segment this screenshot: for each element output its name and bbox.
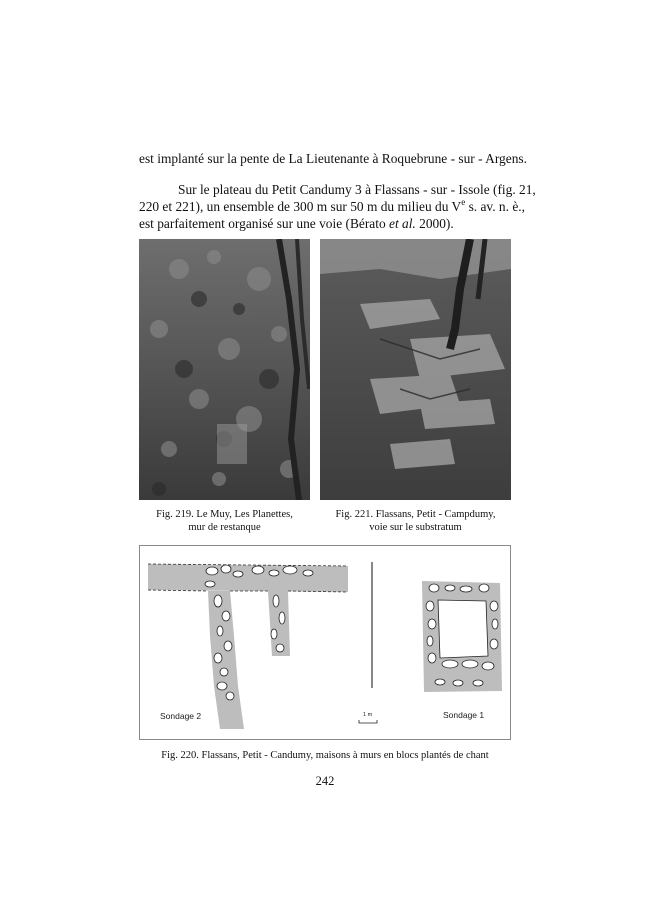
body-text: s. av. n. è., — [465, 199, 525, 214]
body-text: est parfaitement organisé sur une voie (Bérato — [139, 216, 389, 231]
body-text: 220 et 221), un ensemble de 300 m sur 50 m du milieu du V — [139, 199, 462, 214]
caption-fig-221 — [320, 508, 511, 534]
italic-text: et al. — [389, 216, 416, 231]
caption-fig-219 — [139, 508, 310, 534]
body-text: 2000). — [415, 216, 454, 231]
caption-line: Fig. 220. Flassans, Petit - Candumy, maisons à murs en blocs plantés de chant — [161, 750, 489, 761]
body-text: Sur le plateau du Petit Candumy 3 à Flassans - sur - Issole (fig. 21, — [178, 182, 536, 197]
caption-line: mur de restanque — [188, 522, 261, 533]
scale-label: 1 m — [363, 712, 373, 718]
photo-fig-219 — [139, 239, 310, 500]
photo-texture — [320, 239, 511, 500]
caption-fig-220 — [139, 749, 511, 762]
body-line-4 — [139, 215, 511, 233]
body-line-2 — [178, 181, 550, 199]
body-text: est implanté sur la pente de La Lieutenante à Roquebrune - sur - Argens. — [139, 151, 527, 166]
caption-line: Fig. 221. Flassans, Petit - Campdumy, — [335, 509, 496, 520]
page-number: 242 — [315, 774, 335, 788]
superscript: e — [461, 197, 466, 207]
plan-fig-220 — [139, 545, 511, 740]
label-sondage-2: Sondage 2 — [160, 711, 202, 721]
body-line-1 — [139, 150, 527, 168]
caption-line: Fig. 219. Le Muy, Les Planettes, — [156, 509, 293, 520]
photo-texture — [139, 239, 310, 500]
photo-fig-221 — [320, 239, 511, 500]
caption-line: voie sur le substratum — [369, 522, 462, 533]
body-line-3 — [139, 197, 525, 216]
label-sondage-1: Sondage 1 — [443, 710, 485, 720]
